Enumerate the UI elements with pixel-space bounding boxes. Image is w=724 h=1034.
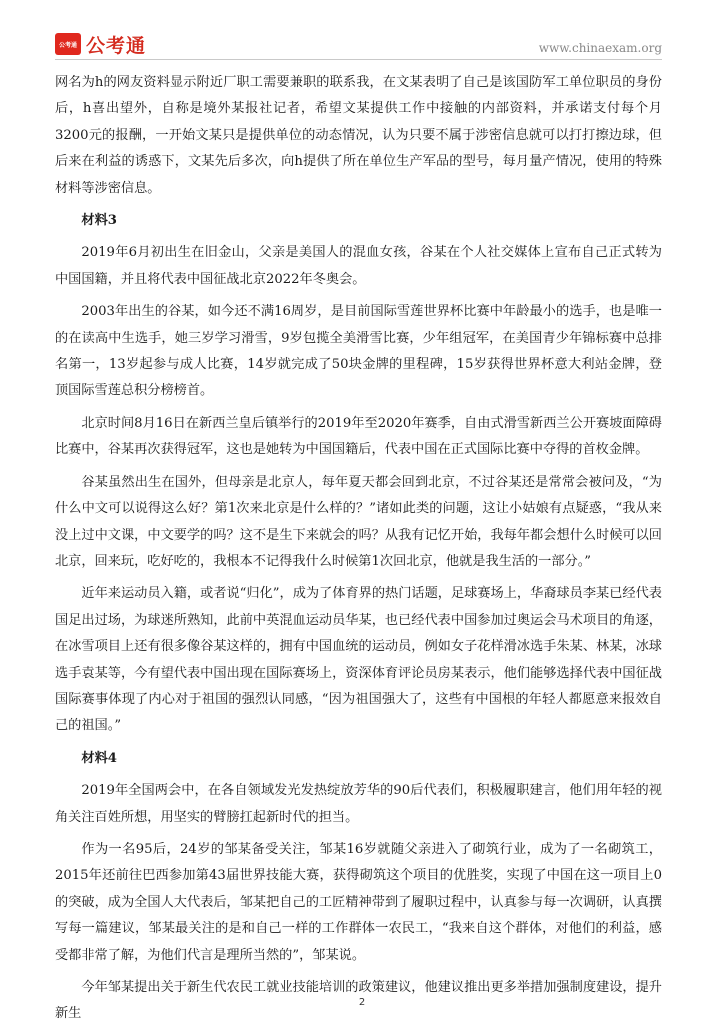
logo-badge: 公考通 (55, 33, 81, 55)
site-url: www.chinaexam.org (538, 41, 662, 55)
paragraph: 2019年6月初出生在旧金山，父亲是美国人的混血女孩，谷某在个人社交媒体上宣布自己正式转为中国国籍，并且将代表中国征战北京2022年冬奥会。 (55, 245, 662, 287)
logo[interactable] (55, 32, 146, 56)
logo-text: 公考通 (86, 34, 147, 57)
paragraph: 作为一名95后，24岁的邹某备受关注，邹某16岁就随父亲进入了砌筑行业，成为了一名砌筑工，2015年还前往巴西参加第43届世界技能大赛，获得砌筑这个项目的优胜奖，实现了中国在这一项目上0的突破，成为全国人大代表后，邹某把自己的工匠精神带到了履职过程中，认真参与每一次调研，认真撰写每一篇建议，邹某最关注的是和自己一样的工作群体一农民工，“我来自这个群体，对他们的利益，感受都非常了解，为他们代言是理所当然的”，邹某说。 (55, 841, 662, 963)
page-number: 2 (358, 997, 366, 1008)
paragraph: 近年来运动员入籍，或者说“归化”，成为了体育界的热门话题，足球赛场上，华裔球员李某已经代表国足出过场，为球迷所熟知，此前中英混血运动员华某，也已经代表中国参加过奥运会马术项目的角逐，在冰雪项目上还有很多像谷某这样的，拥有中国血统的运动员，例如女子花样滑冰选手朱某、林某，冰球选手袁某等，今有望代表中国出现在国际赛场上，资深体育评论员房某表示，他们能够选择代表中国征战国际赛事体现了内心对于祖国的强烈认同感，“因为祖国强大了，这些有中国根的年轻人都愿意来报效自己的祖国。” (55, 586, 662, 734)
section-heading-material-3: 材料3 (81, 213, 117, 229)
paragraph: 2019年全国两会中，在各自领域发光发热绽放芳华的90后代表们，积极履职建言，他们用年轻的视角关注百姓所想，用坚实的臂膀扛起新时代的担当。 (55, 783, 662, 825)
paragraph: 2003年出生的谷某，如今还不满16周岁，是目前国际雪莲世界杯比赛中年龄最小的选手，也是唯一的在读高中生选手，她三岁学习滑雪，9岁包揽全美滑雪比赛，少年组冠军，在美国青少年锦标赛中总排名第一，13岁起参与成人比赛，14岁就完成了50块金牌的里程碑，15岁获得世界杯意大利站金牌，登顶国际雪莲总积分榜榜首。 (55, 304, 662, 399)
paragraph: 北京时间8月16日在新西兰皇后镇举行的2019年至2020年赛季，自由式滑雪新西兰公开赛坡面障碍比赛中，谷某再次获得冠军，这也是她转为中国国籍后，代表中国在正式国际比赛中夺得的首枚金牌。 (55, 415, 662, 458)
section-heading-material-4: 材料4 (81, 750, 117, 766)
paragraph: 今年邹某提出关于新生代农民工就业技能培训的政策建议，他建议推出更多举措加强制度建设，提升新生 (55, 980, 662, 1022)
header-divider (55, 59, 662, 60)
page-header (0, 0, 724, 62)
paragraph: 谷某虽然出生在国外，但母亲是北京人，每年夏天都会回到北京，不过谷某还是常常会被问及，“为什么中文可以说得这么好？第1次来北京是什么样的？”诸如此类的问题，这让小姑娘有点疑惑，“我从来没上过中文课，中文要学的吗？这不是生下来就会的吗？从我有记忆开始，我每年都会想什么时候可以回北京，回来玩，吃好吃的，我根本不记得我什么时候第1次回北京，他就是我生活的一部分。” (55, 474, 662, 569)
document-body (55, 70, 662, 1034)
paragraph: 网名为h的网友资料显示附近厂职工需要兼职的联系我，在文某表明了自己是该国防军工单位职员的身份后，h喜出望外，自称是境外某报社记者，希望文某提供工作中接触的内部资料，并承诺支付每个月3200元的报酬，一开始文某只是提供单位的动态情况，认为只要不属于涉密信息就可以打打擦边球，但后来在利益的诱惑下，文某先后多次，向h提供了所在单位生产军品的型号，每月量产情况，使用的特殊材料等涉密信息。 (55, 75, 662, 196)
